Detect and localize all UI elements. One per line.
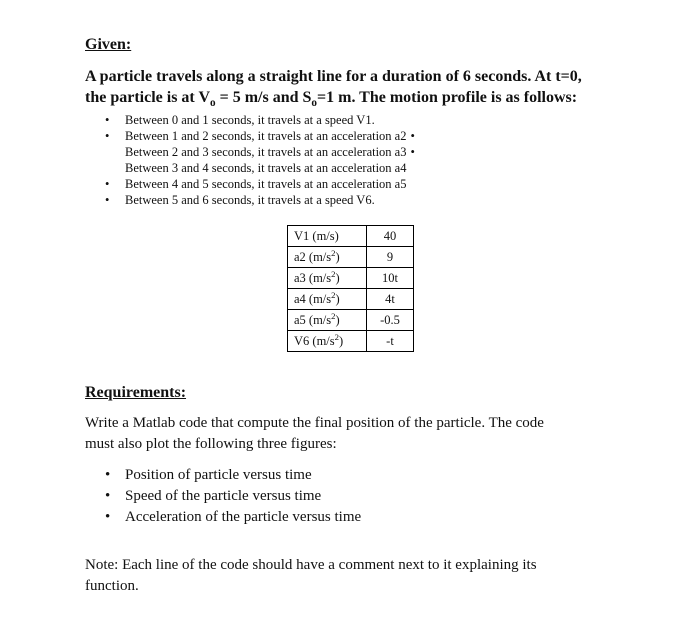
list-item (85, 192, 565, 208)
list-item-text: Between 0 and 1 seconds, it travels at a speed V1. (125, 113, 375, 127)
bullet-dot: • (105, 488, 111, 504)
note-paragraph (85, 555, 537, 597)
cell-sup: 2 (331, 290, 336, 301)
problem-line-2-b: = 5 m/s and S (215, 89, 312, 106)
cell-close: ) (335, 313, 340, 328)
table-row (288, 289, 414, 310)
table-row (288, 247, 414, 268)
cell-label: a3 (m/s (294, 271, 332, 286)
table-value-cell: -0.5 (367, 310, 414, 331)
list-item-text: Speed of the particle versus time (125, 488, 322, 504)
list-item (85, 465, 361, 486)
requirements-line-2: must also plot the following three figures: (85, 436, 337, 452)
table-value-cell: -t (367, 331, 414, 352)
bullet-dot: • (105, 193, 110, 207)
table-label-cell (288, 310, 367, 331)
table-value-cell: 9 (367, 247, 414, 268)
cell-sup: 2 (331, 269, 336, 280)
list-item-text: Between 4 and 5 seconds, it travels at an acceleration a5 (125, 177, 407, 191)
cell-sup: 2 (331, 311, 336, 322)
list-item (85, 160, 565, 176)
list-item (85, 507, 361, 528)
table-value-cell: 40 (367, 226, 414, 247)
table-value-cell: 4t (367, 289, 414, 310)
bullet-dot: • (105, 113, 110, 127)
list-item (85, 486, 361, 507)
list-item (85, 112, 565, 128)
cell-close: ) (335, 292, 340, 307)
list-item-text: Acceleration of the particle versus time (125, 509, 362, 525)
requirements-paragraph (85, 413, 544, 455)
cell-close: ) (335, 271, 340, 286)
table-row (288, 310, 414, 331)
requirements-heading: Requirements: (85, 384, 187, 401)
bullet-dot: • (105, 177, 110, 191)
table-row (288, 331, 414, 352)
table-label-cell (288, 289, 367, 310)
cell-sup: 2 (331, 248, 336, 259)
trailing-dot: • (410, 129, 415, 143)
problem-line-2-a: the particle is at V (85, 89, 211, 106)
table-label-cell (288, 247, 367, 268)
list-item-text: Between 3 and 4 seconds, it travels at an acceleration a4 (125, 161, 407, 175)
cell-label: V6 (m/s (294, 334, 335, 349)
list-item-text: Between 1 and 2 seconds, it travels at an acceleration a2 (125, 129, 407, 143)
bullet-dot: • (105, 467, 111, 483)
given-heading: Given: (85, 36, 132, 53)
parameter-table (287, 225, 414, 352)
bullet-dot: • (105, 509, 111, 525)
cell-close: ) (339, 334, 344, 349)
list-item-text: Between 5 and 6 seconds, it travels at a speed V6. (125, 193, 375, 207)
problem-line-2 (85, 87, 582, 114)
list-item (85, 176, 565, 192)
requirements-line-1: Write a Matlab code that compute the final position of the particle. The code (85, 415, 544, 431)
cell-label: a2 (m/s (294, 250, 332, 265)
bullet-dot: • (105, 129, 110, 143)
note-line-1: Note: Each line of the code should have a comment next to it explaining its (85, 557, 537, 573)
table-row (288, 268, 414, 289)
cell-label: V1 (m/s) (294, 229, 339, 244)
motion-profile-list (85, 112, 565, 208)
list-item-text: Between 2 and 3 seconds, it travels at an acceleration a3 (125, 145, 407, 159)
list-item (85, 144, 565, 160)
cell-label: a4 (m/s (294, 292, 332, 307)
list-item (85, 128, 565, 144)
requirements-list (85, 465, 361, 528)
cell-sup: 2 (334, 332, 339, 343)
trailing-dot: • (410, 145, 415, 159)
s-subscript: o (311, 97, 318, 110)
problem-line-1: A particle travels along a straight line for a duration of 6 seconds. At t=0, (85, 68, 582, 85)
cell-close: ) (335, 250, 340, 265)
cell-label: a5 (m/s (294, 313, 332, 328)
v-subscript: o (210, 97, 216, 110)
table-label-cell (288, 268, 367, 289)
list-item-text: Position of particle versus time (125, 467, 312, 483)
table-row (288, 226, 414, 247)
problem-line-2-c: =1 m. The motion profile is as follows: (317, 89, 578, 106)
table-value-cell: 10t (367, 268, 414, 289)
table-label-cell (288, 226, 367, 247)
note-line-2: function. (85, 578, 139, 594)
table-label-cell (288, 331, 367, 352)
problem-statement (85, 66, 582, 114)
